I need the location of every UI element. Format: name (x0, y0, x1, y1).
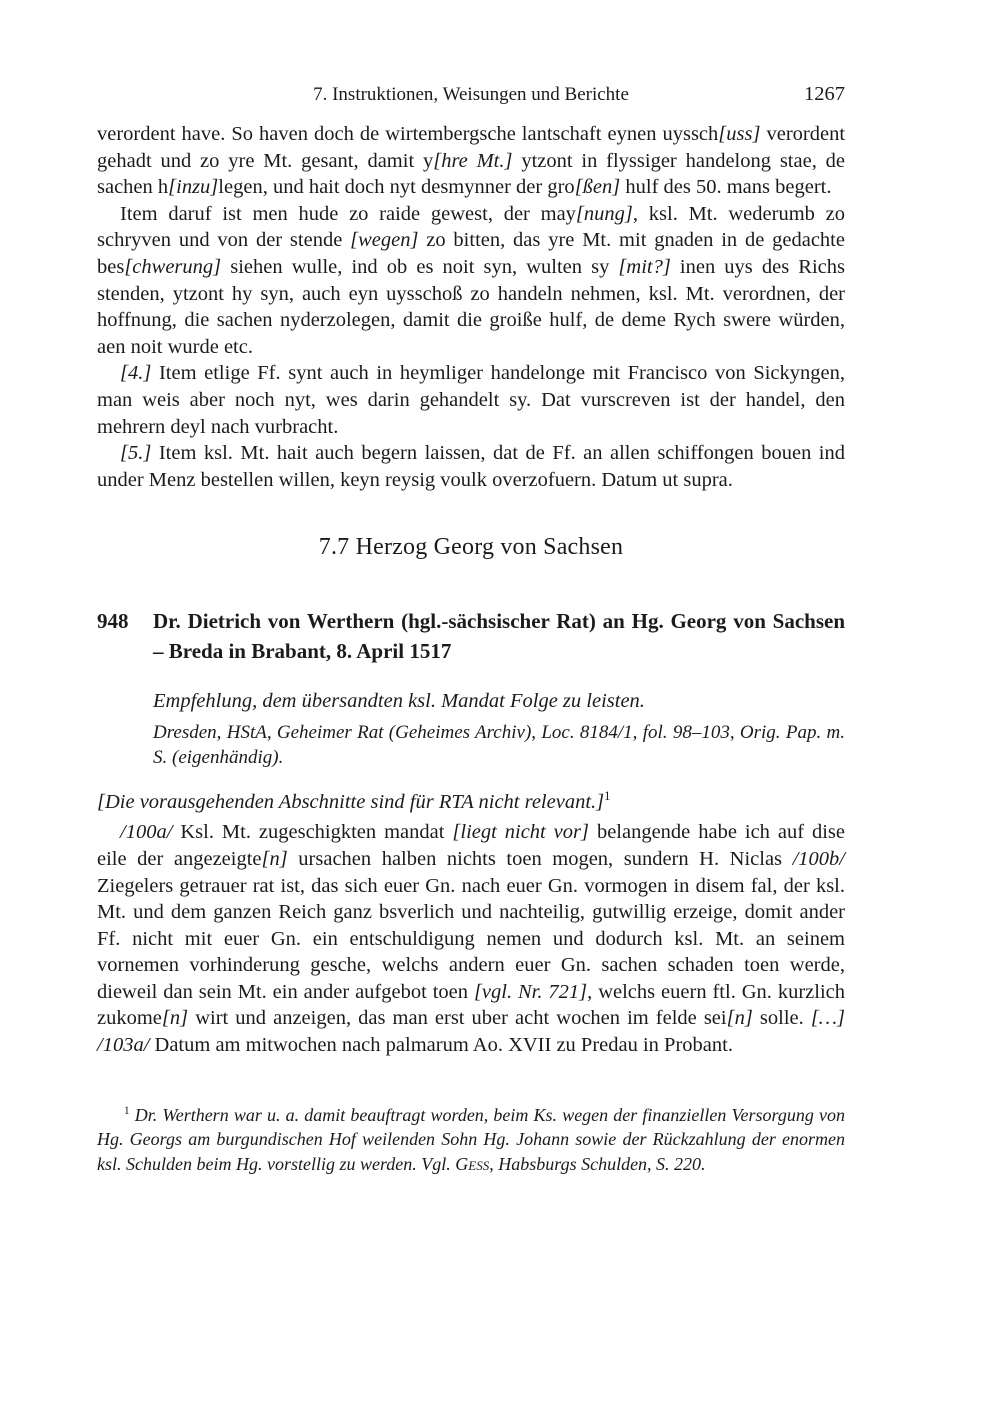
running-header (97, 84, 845, 108)
document-summary: Empfehlung, dem übersandten ksl. Mandat Folge zu leisten. (153, 690, 645, 713)
running-title: 7. Instruktionen, Weisungen und Berichte (313, 84, 629, 105)
footnote-1: $^1$ Dr. Werthern war u. a. damit beauftragt worden, beim Ks. wegen der finanziellen Versorgung von Hg. Georgs am burgundischen Hof weilenden Sohn Hg. Johann sowie der Rückzahlung der enormen ksl. Schulden beim Hg. vorstellig zu werden. Vgl. Gess, Habsburgs Schulden, S. 220. (97, 1104, 845, 1175)
document-title: Dr. Dietrich von Werthern (hgl.-sächsischer Rat) an Hg. Georg von Sachsen – Breda in Brabant, 8. April 1517 (153, 609, 845, 664)
text-column (97, 84, 845, 1177)
document-number: 948 (97, 609, 129, 634)
document-source: Dresden, HStA, Geheimer Rat (Geheimes Archiv), Loc. 8184/1, fol. 98–103, Orig. Pap. m. S. (eigenhändig). (153, 722, 845, 769)
document-body-text: /100a/ Ksl. Mt. zugeschigkten mandat [liegt nicht vor] belangende habe ich auf dise eile der angezeigte[n] ursachen halben nichts toen mogen, sundern H. Niclas /100b/ Ziegelers getrauer rat ist, das sich euer Gn. nach euer Gn. vormogen in disem fal, der ksl. Mt. und dem ganzen Reich ganz bsverlich und nachteilig, gutwillig erzeige, domit ander Ff. nicht mit euer Gn. ein entschuldigung nemen und dodurch ksl. Mt. an seinem vornemen vorhinderung gesche, welchs andern euer Gn. sachen schaden toen werde, dieweil dan sein Mt. ein ander aufgebot toen [vgl. Nr. 721], welchs euern ftl. Gn. kurzlich zukome[n] wirt und anzeigen, das man erst uber acht wochen im felde sei[n] solle. […] /103a/ Datum am mitwochen nach palmarum Ao. XVII zu Predau in Probant. (97, 821, 846, 1057)
paragraph-item-4: [4.] Item etlige Ff. synt auch in heymliger handelonge mit Francisco von Sickyngen, man weis aber noch nyt, wes darin gehandelt sy. Dat vurscreven ist der handel, den mehrern deyl nach vurbracht. (97, 362, 845, 438)
paragraph-continuation: verordent have. So haven doch de wirtembergsche lantschaft eynen uyssch[uss] verordent gehadt und zo yre Mt. gesant, damit y[hre Mt.] ytzont in flyssiger handelong stae, de sachen h[inzu]legen, und hait doch nyt desmynner der gro[ßen] hulf des 50. mans begert. (97, 123, 846, 199)
paragraph-item-5: [5.] Item ksl. Mt. hait auch begern laissen, dat de Ff. an allen schiffongen bouen ind under Menz bestellen willen, keyn reysig voulk overzofuern. Datum ut supra. (97, 442, 845, 491)
document-heading (97, 606, 845, 666)
section-heading: 7.7 Herzog Georg von Sachsen (318, 534, 624, 561)
editorial-note: [Die vorausgehenden Abschnitte sind für RTA nicht relevant.]$^1$ (97, 789, 611, 814)
page-number: 1267 (804, 83, 845, 105)
paragraph-item-resolution: Item daruf ist men hude zo raide gewest, der may[nung], ksl. Mt. wederumb zo schryven und von der stende [wegen] zo bitten, das yre Mt. mit gnaden in de gedachte bes[chwerung] siehen wulle, ind ob es noit syn, wulten sy [mit?] inen uys des Richs stenden, ytzont hy syn, auch eyn uysschoß zo handeln nehmen, ksl. Mt. verordnen, der hoffnung, die sachen nyderzolegen, damit die groiße hulf, de deme Rych swere würden, aen noit wurde etc. (97, 202, 845, 358)
